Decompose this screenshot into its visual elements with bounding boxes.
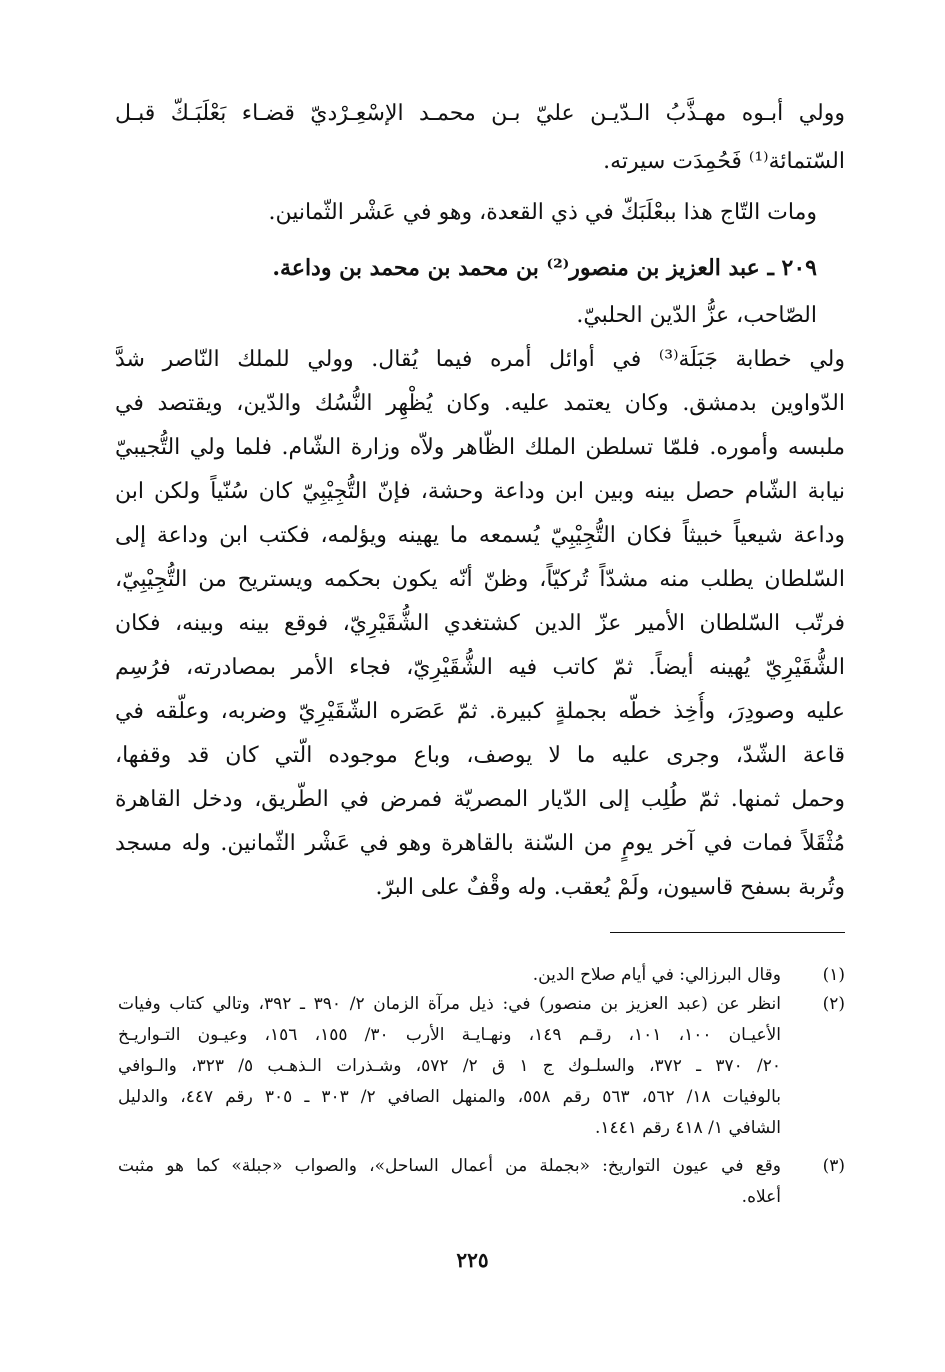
footnote-3-line-2: أعلاه. bbox=[741, 1187, 781, 1207]
body-line-1: وولي أبـوه مهـذَّبُ الـدّيـن عليّ بـن محمـد الإسْعِـرْديّ قضـاء بَعْلَبَـكّ قبـل bbox=[115, 101, 845, 126]
footnote-2-line-4: بالوفيات ١٨/ ٥٦٢، ٥٦٣ رقم ٥٥٨، والمنهل الصافي ٢/ ٣٠٣ ـ ٣٠٥ رقم ٤٤٧، والدليل bbox=[118, 1087, 781, 1107]
body-line-18: وتُربة بسفح قاسيون، ولَمْ يُعقب. وله وقْفٌ على البرّ. bbox=[375, 875, 845, 900]
footnote-2-cont bbox=[118, 1113, 845, 1144]
body-line-13: الشُّقَيْرِيّ يُهينه أيضاً. ثمّ كاتب فيه الشُّقَيْرِيّ، فجاء الأمر بمصادرته، فرُسِم bbox=[115, 655, 845, 680]
body-line-16: وحمل ثمنها. ثمّ طُلِب إلى الدّيار المصريّة فمرض في الطّريق، ودخل القاهرة bbox=[115, 787, 845, 812]
footnote-1-line-1: وقال البرزالي: في أيام صلاح الدين. bbox=[532, 965, 781, 985]
footnote-1 bbox=[118, 960, 845, 991]
footnote-2-line-1: انظر عن (عبد العزيز بن منصور) في: ذيل مرآة الزمان ٢/ ٣٩٠ ـ ٣٩٢، وتالي كتاب وفيات bbox=[118, 994, 781, 1014]
body-line-7: الدّواوين بدمشق. وكان يعتمد عليه. وكان يُظْهِر النُّسُك والدّين، ويقتصد في bbox=[115, 391, 845, 416]
body-line-15: قاعة الشّدّ، وجرى عليه ما لا يوصف، وباع موجوده الّتي كان قد وقفها، bbox=[115, 743, 845, 768]
page-number: ٢٢٥ bbox=[456, 1248, 489, 1272]
footnote-2-cont bbox=[118, 1020, 845, 1051]
footnote-2 bbox=[118, 989, 845, 1020]
footnote-2-line-2: الأعيـان ١٠٠، ١٠١، رقـم ١٤٩، ونهـايـة الأرب ٣٠/ ١٥٥، ١٥٦، وعيـون التـواريـخ bbox=[118, 1025, 782, 1045]
footnote-2-cont bbox=[118, 1051, 845, 1082]
footnote-3-cont bbox=[118, 1182, 845, 1213]
entry-title: الصّاحب، عزُّ الدّين الحلبيّ. bbox=[576, 303, 817, 328]
footnote-2-line-5: الشافي ١/ ٤١٨ رقم ١٤٤١. bbox=[594, 1118, 781, 1138]
footnote-2-line-3: ٢٠/ ٣٧٠ ـ ٣٧٢، والسلـوك ج ١ ق ٢/ ٥٧٢، وشـذرات الـذهـب ٥/ ٣٢٣، والـوافي bbox=[118, 1056, 781, 1076]
body-line-14: عليه وصودِرَ، وأُخِذ خطّه بجملةٍ كبيرة. ثمّ عَصَره الشّقَيْرِيّ وضربه، وعلّقه في bbox=[115, 699, 845, 724]
entry-heading: ٢٠٩ ـ عبد العزيز بن منصور⁽²⁾ بن محمد بن محمد بن وداعة. bbox=[272, 255, 817, 281]
footnote-3 bbox=[118, 1151, 845, 1182]
body-line-11: السّلطان يطلب منه مشدّاً تُركيّاً، وظنّ أنّه يكون بحكمه ويستريح من التُّجِيْبِيّ، bbox=[115, 567, 845, 592]
body-line-2: السّتمائة⁽¹⁾ فَحُمِدَت سيرته. bbox=[603, 149, 845, 174]
footnote-1-number: (١) bbox=[822, 965, 845, 985]
body-line-12: فرتّب السّلطان الأمير عزّ الدين كشتغدي الشُّقَيْرِيّ، فوقع بينه وبينه، فكان bbox=[115, 611, 845, 636]
footnote-2-number: (٢) bbox=[822, 994, 845, 1014]
body-line-6: ولي خطابة جَبَلَة⁽³⁾ في أوائل أمره فيما يُقال. وولي للملك النّاصر شدَّ bbox=[115, 347, 845, 372]
body-line-10: وداعة شيعياً خبيثاً فكان التُّجِيْبِيّ يُسمعه ما يهينه ويؤلمه، فكتب ابن وداعة إلى bbox=[115, 523, 845, 548]
body-line-17: مُثْقَلاً فمات في آخر يومٍ من السّنة بالقاهرة وهو في عَشْر الثّمانين. وله مسجد bbox=[115, 831, 845, 856]
body-line-8: ملبسه وأموره. فلمّا تسلطن الملك الظّاهر ولاّه وزارة الشّام. فلما ولي التُّجيبيّ bbox=[115, 435, 845, 460]
footnote-3-number: (٣) bbox=[822, 1156, 845, 1176]
footnote-3-line-1: وقع في عيون التواريخ: «بجملة من أعمال الساحل»، والصواب «جبلة» كما هو مثبت bbox=[118, 1156, 781, 1176]
footnote-2-cont bbox=[118, 1082, 845, 1113]
body-line-3: ومات التّاج هذا ببعْلَبَكّ في ذي القعدة، وهو في عَشْر الثّمانين. bbox=[268, 200, 817, 225]
footnote-separator bbox=[610, 932, 845, 933]
body-line-9: نيابة الشّام حصل بينه وبين ابن وداعة وحشة، فإنّ التُّجِيْبِيّ كان سُنّياً ولكن ابن bbox=[115, 479, 845, 504]
